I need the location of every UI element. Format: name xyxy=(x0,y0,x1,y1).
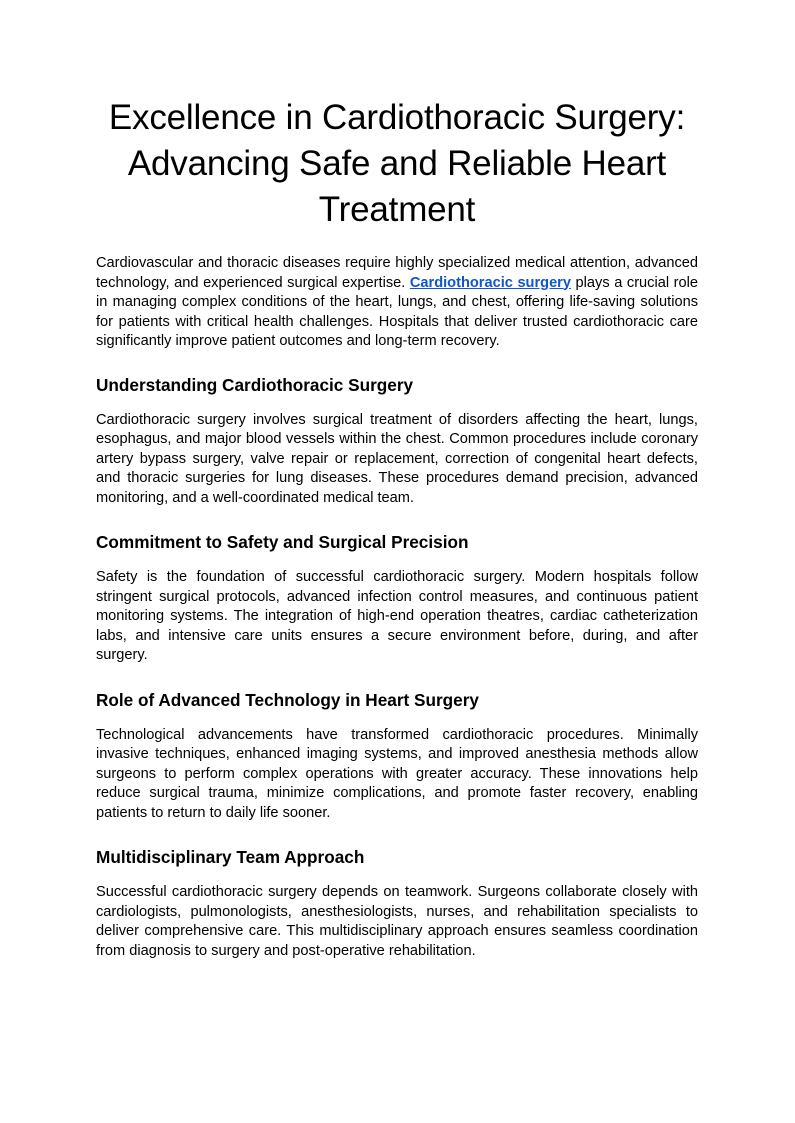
intro-text-after-link: plays a crucial role in managing complex conditions of the heart, lungs, and chest, offering life-saving solutions for patients with critical health challenges. Hospitals that deliver trusted cardiothoracic care significantly improve patient outcomes and long-term recovery. xyxy=(96,274,698,349)
intro-text-before-link: Cardiovascular and thoracic diseases require highly specialized medical attention, advanced technology, and experienced surgical expertise. xyxy=(96,255,698,291)
section-body-team: Successful cardiothoracic surgery depends on teamwork. Surgeons collaborate closely with cardiologists, pulmonologists, anesthesiologists, nurses, and rehabilitation specialists to deliver comprehensive care. This multidisciplinary approach ensures seamless coordination from diagnosis to surgery and post-operative rehabilitation. xyxy=(96,884,698,959)
title-line-3: Treatment xyxy=(318,190,476,229)
section-heading-technology: Role of Advanced Technology in Heart Surgery xyxy=(96,689,479,710)
section-heading-team: Multidisciplinary Team Approach xyxy=(96,847,365,867)
intro-paragraph xyxy=(96,254,698,352)
document-page xyxy=(96,0,698,961)
section-heading-safety: Commitment to Safety and Surgical Precision xyxy=(96,532,469,552)
section-body-understanding: Cardiothoracic surgery involves surgical treatment of disorders affecting the heart, lungs, esophagus, and major blood vessels within the chest. Common procedures include coronary artery bypass surgery, valve repair or replacement, correction of congenital heart defects, and thoracic surgeries for lung diseases. These procedures demand precision, advanced monitoring, and a well-coordinated medical team. xyxy=(96,411,698,506)
section-heading-understanding: Understanding Cardiothoracic Surgery xyxy=(96,374,414,395)
section-body-safety: Safety is the foundation of successful cardiothoracic surgery. Modern hospitals follow stringent surgical protocols, advanced infection control measures, and continuous patient monitoring systems. The integration of high-end operation theatres, cardiac catheterization labs, and intensive care units ensures a secure environment before, during, and after surgery. xyxy=(96,569,698,663)
cardiothoracic-surgery-link[interactable]: Cardiothoracic surgery xyxy=(409,274,571,291)
title-line-2: Advancing Safe and Reliable Heart xyxy=(127,144,667,183)
section-body-technology: Technological advancements have transformed cardiothoracic procedures. Minimally invasive techniques, enhanced imaging systems, and improved anesthesia methods allow surgeons to perform complex operations with greater accuracy. These innovations help reduce surgical trauma, minimize complications, and promote faster recovery, enabling patients to return to daily life sooner. xyxy=(96,726,698,821)
title-line-1: Excellence in Cardiothoracic Surgery: xyxy=(108,98,686,137)
page-title xyxy=(96,95,698,233)
